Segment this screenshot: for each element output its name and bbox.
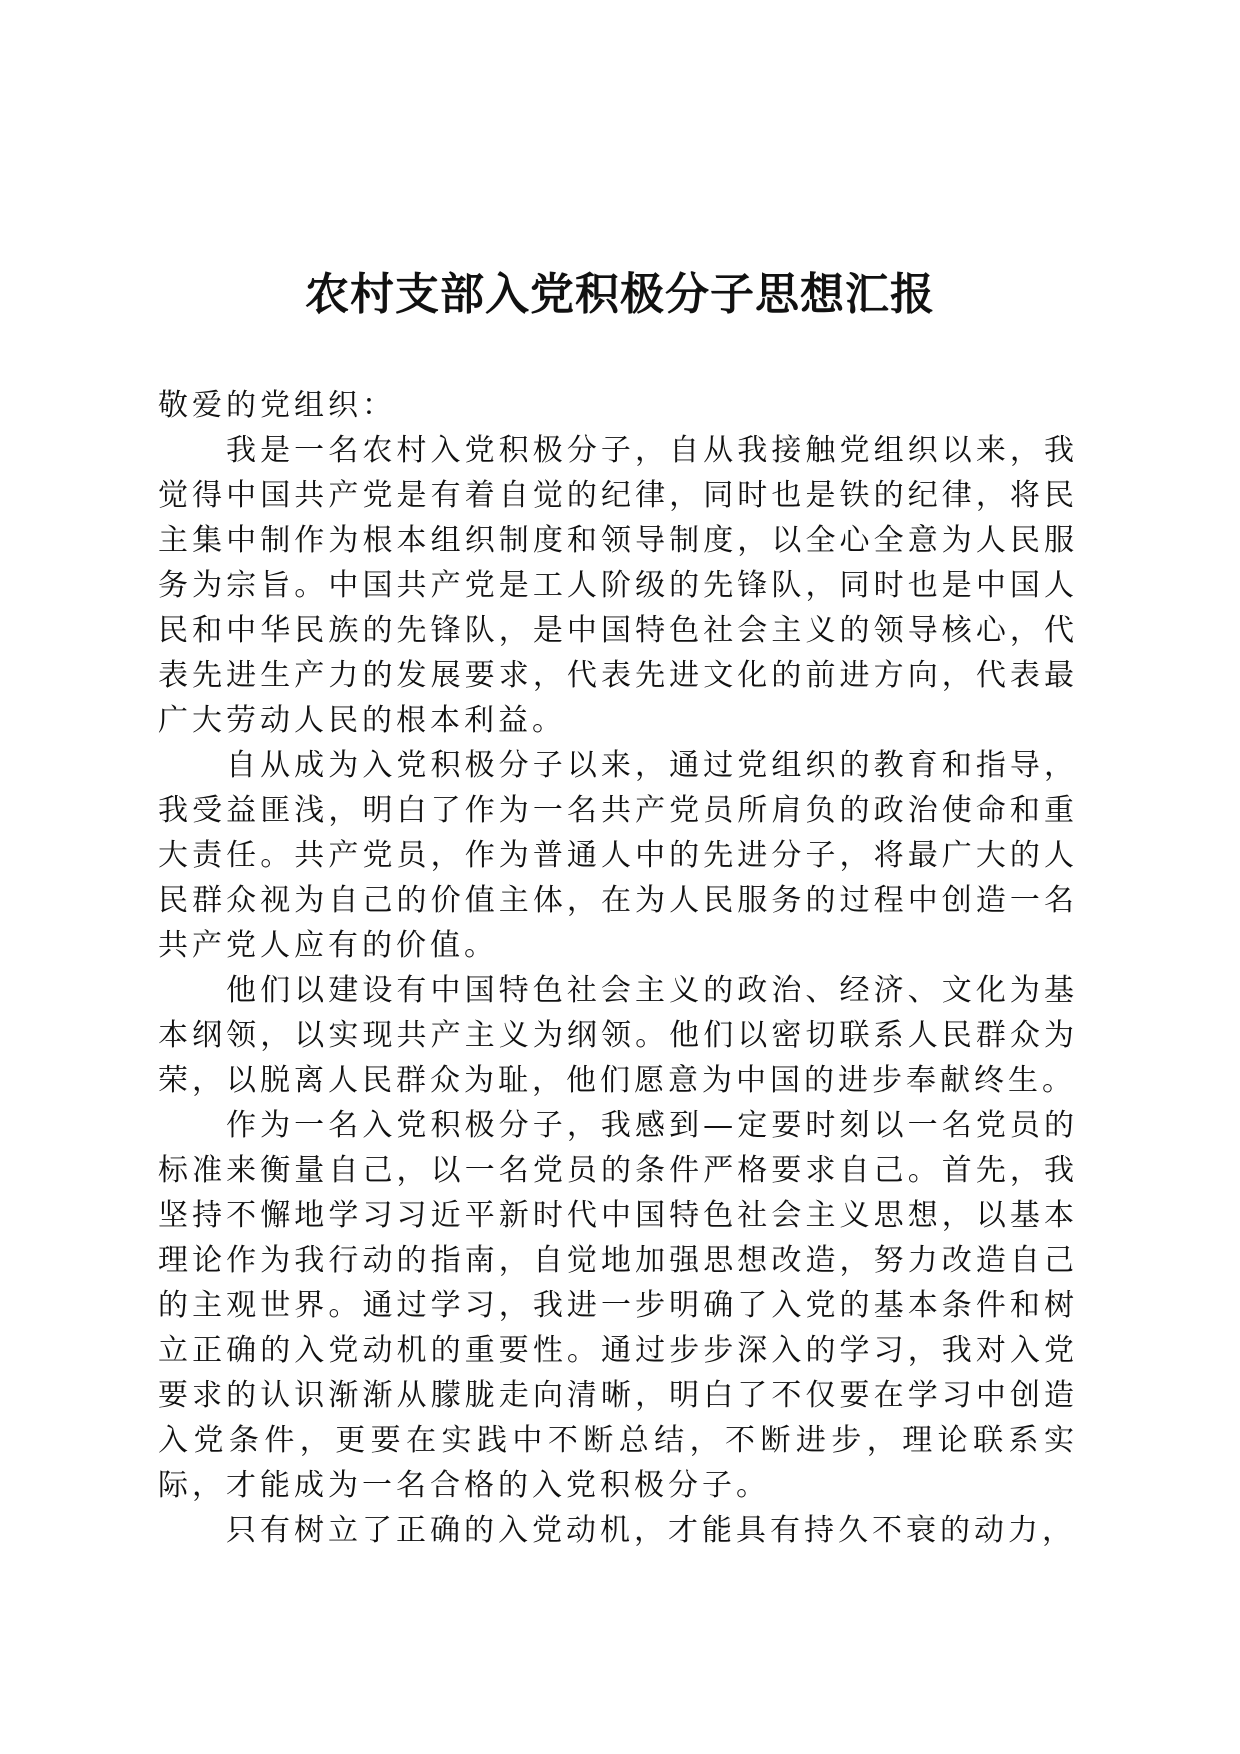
document-body xyxy=(158,383,1078,1553)
paragraph-3: 他们以建设有中国特色社会主义的政治、经济、文化为基本纲领，以实现共产主义为纲领。他们以密切联系人民群众为荣，以脱离人民群众为耻，他们愿意为中国的进步奉献终生。 xyxy=(158,973,1078,1098)
document-title: 农村支部入党积极分子思想汇报 xyxy=(305,269,935,320)
paragraph-1: 我是一名农村入党积极分子，自从我接触党组织以来，我觉得中国共产党是有着自觉的纪律，同时也是铁的纪律，将民主集中制作为根本组织制度和领导制度，以全心全意为人民服务为宗旨。中国共产党是工人阶级的先锋队，同时也是中国人民和中华民族的先锋队，是中国特色社会主义的领导核心，代表先进生产力的发展要求，代表先进文化的前进方向，代表最广大劳动人民的根本利益。 xyxy=(158,433,1078,738)
paragraph-5: 只有树立了正确的入党动机，才能具有持久不衰的动力， xyxy=(226,1513,1076,1548)
paragraph-2: 自从成为入党积极分子以来，通过党组织的教育和指导，我受益匪浅，明白了作为一名共产党员所肩负的政治使命和重大责任。共产党员，作为普通人中的先进分子，将最广大的人民群众视为自己的价值主体，在为人民服务的过程中创造一名共产党人应有的价值。 xyxy=(158,748,1078,963)
paragraph-4: 作为一名入党积极分子，我感到—定要时刻以一名党员的标准来衡量自己，以一名党员的条件严格要求自己。首先，我坚持不懈地学习习近平新时代中国特色社会主义思想，以基本理论作为我行动的指南，自觉地加强思想改造，努力改造自己的主观世界。通过学习，我进一步明确了入党的基本条件和树立正确的入党动机的重要性。通过步步深入的学习，我对入党要求的认识渐渐从朦胧走向清晰，明白了不仅要在学习中创造入党条件，更要在实践中不断总结，不断进步，理论联系实际，才能成为一名合格的入党积极分子。 xyxy=(158,1108,1078,1503)
salutation: 敬爱的党组织： xyxy=(158,388,396,423)
